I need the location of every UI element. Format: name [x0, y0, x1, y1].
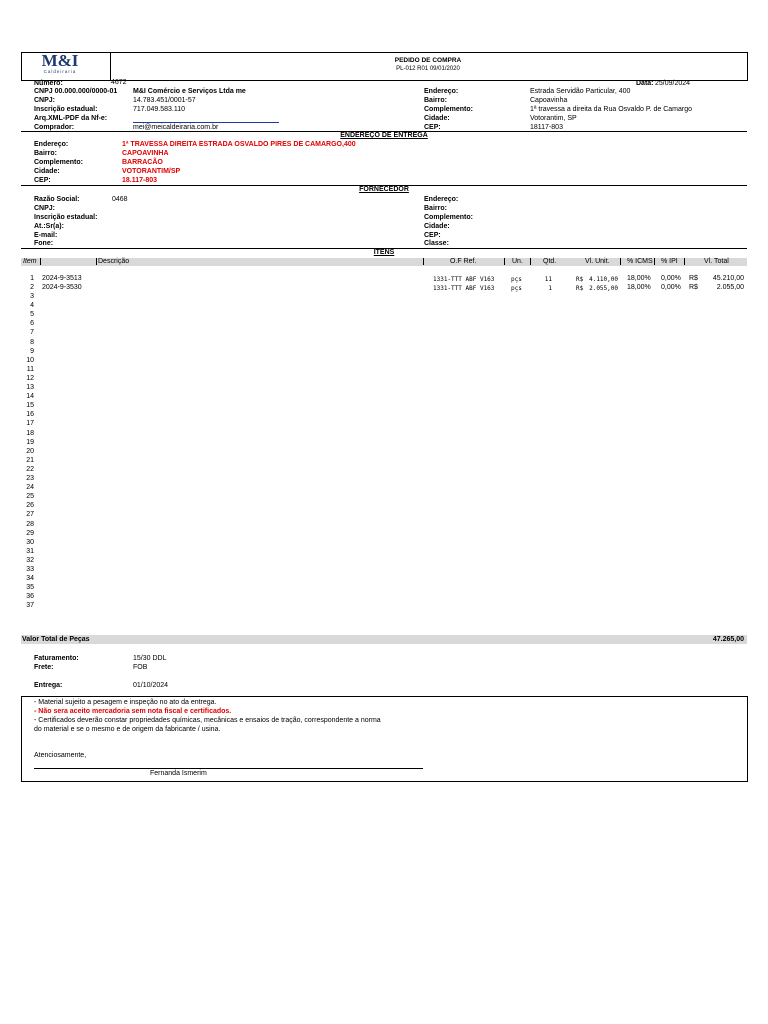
row-number: 5 [30, 311, 34, 319]
supplier-razao-label: Razão Social: [34, 196, 80, 203]
supplier-email-label: E-mail: [34, 232, 58, 239]
row-number: 21 [26, 456, 34, 464]
xml-label: Arq.XML-PDF da Nf-e: [34, 115, 108, 122]
col-un: Un. [512, 258, 523, 265]
row-number: 11 [26, 365, 34, 373]
buyer-complemento-label: Complemento: [424, 106, 473, 113]
row-number: 22 [26, 465, 34, 473]
row-vltotal: 45.210,00 [712, 275, 744, 282]
cnpj-label: CNPJ: [34, 97, 56, 104]
row-number: 2 [30, 284, 34, 291]
row-number: 28 [26, 520, 34, 528]
row-descricao: 2024-9-3530 [42, 284, 82, 291]
row-number: 27 [26, 511, 34, 519]
row-number: 33 [26, 566, 34, 573]
supplier-razao-value: 0468 [112, 196, 128, 203]
col-item: Item [23, 258, 37, 265]
row-ipi: 0,00% [661, 275, 681, 282]
supplier-section-title: FORNECEDOR [359, 186, 409, 193]
row-number: 19 [26, 438, 34, 446]
numero-value: 4672 [111, 79, 127, 86]
row-number: 9 [30, 347, 34, 355]
row-number: 14 [26, 393, 34, 401]
note-line-2: - Não sera aceito mercadoria sem nota fiscal e certificados. [34, 708, 232, 715]
row-number: 24 [26, 484, 34, 492]
company-logo [30, 53, 90, 74]
data-value: 25/09/2024 [655, 80, 691, 87]
row-number: 10 [26, 356, 34, 364]
row-number: 32 [26, 556, 34, 564]
row-number: 13 [26, 384, 34, 391]
supplier-complemento-label: Complemento: [424, 214, 473, 221]
note-line-4: do material e se o mesmo e de origem da fabricante / usina. [34, 726, 221, 733]
row-number: 23 [26, 475, 34, 482]
logo-text: M&I [41, 51, 79, 70]
entrega-value: 01/10/2024 [133, 682, 169, 689]
note-line-3: - Certificados deverão constar propriedades químicas, mecânicas e ensaios de tração, correspondente a norma [34, 717, 381, 724]
col-ipi: % IPI [661, 258, 678, 265]
row-number: 16 [26, 411, 34, 419]
col-qtd: Qtd. [543, 258, 557, 265]
buyer-endereco-label: Endereço: [424, 88, 459, 95]
col-descricao: Descrição [98, 258, 130, 265]
row-number: 34 [26, 575, 34, 583]
col-icms: % ICMS [627, 258, 653, 265]
row-number: 29 [26, 529, 34, 537]
supplier-ie-label: Inscrição estadual: [34, 214, 98, 221]
buyer-cep-value: 18117-803 [530, 124, 563, 131]
delivery-section-title: ENDEREÇO DE ENTREGA [340, 132, 428, 139]
note-line-1: - Material sujeito a pesagem e inspeção no ato da entrega. [34, 699, 217, 706]
supplier-fone-label: Fone: [34, 240, 54, 247]
row-number: 36 [26, 593, 34, 601]
buyer-bairro-label: Bairro: [424, 97, 447, 104]
row-number: 26 [26, 502, 34, 510]
row-ofref: 1331-TTT ABF V163 [433, 276, 495, 283]
numero-label: Número: [34, 80, 63, 87]
xml-link-line [133, 122, 279, 123]
page-title: PEDIDO DE COMPRA [394, 57, 462, 64]
row-number: 18 [26, 429, 34, 437]
row-vltotal: 2.055,00 [716, 284, 744, 291]
signature-line [34, 768, 423, 769]
delivery-complemento-label: Complemento: [34, 159, 83, 166]
delivery-cep-value: 18.117-803 [122, 177, 158, 184]
comprador-email: mei@meicaldeiraria.com.br [133, 124, 219, 131]
row-number: 6 [30, 320, 34, 328]
ie-label: Inscrição estadual: [34, 106, 98, 113]
row-qtd: 1 [548, 285, 552, 292]
row-un: pçs [511, 276, 522, 283]
supplier-bairro-label: Bairro: [424, 205, 447, 212]
row-icms: 18,00% [627, 275, 651, 282]
frete-value: FOB [133, 664, 148, 671]
ie-value: 717.049.583.110 [133, 106, 186, 113]
col-ofref: O.F Ref. [450, 258, 477, 265]
row-number: 8 [30, 338, 34, 346]
buyer-cep-label: CEP: [424, 124, 441, 131]
buyer-bairro-value: Capoavinha [530, 97, 568, 104]
supplier-cnpj-label: CNPJ: [34, 205, 56, 212]
data-label: Data: [636, 80, 654, 87]
delivery-cep-label: CEP: [34, 177, 51, 184]
row-number: 25 [26, 493, 34, 501]
faturamento-value: 15/30 DDL [133, 655, 167, 662]
row-number: 15 [26, 402, 34, 410]
company-name: M&I Comércio e Serviços Ltda me [133, 88, 246, 95]
delivery-complemento-value: BARRACÃO [122, 159, 163, 166]
cnpj-value: 14.783.451/0001-57 [133, 97, 196, 104]
row-currency: R$ [576, 285, 584, 292]
delivery-bairro-label: Bairro: [34, 150, 57, 157]
total-label: Valor Total de Peças [22, 636, 90, 643]
row-number: 7 [30, 329, 34, 337]
comprador-label: Comprador: [34, 124, 75, 131]
col-vlunit: Vl. Unit. [585, 258, 610, 265]
row-icms: 18,00% [627, 284, 651, 291]
supplier-cep-label: CEP: [424, 232, 441, 239]
closing-greeting: Atenciosamente, [34, 752, 87, 759]
row-number: 35 [26, 584, 34, 592]
row-number: 17 [26, 420, 34, 428]
supplier-cidade-label: Cidade: [424, 223, 450, 230]
form-code: PL-012 R01 09/01/2020 [396, 66, 460, 72]
row-number: 12 [26, 374, 34, 382]
row-number: 20 [26, 447, 34, 455]
cnpj-header-label: CNPJ 00.000.000/0000-01 [34, 88, 118, 95]
supplier-at-label: At.:Sr(a): [34, 223, 64, 230]
frete-label: Frete: [34, 664, 54, 671]
row-number: 3 [30, 293, 34, 300]
buyer-complemento-value: 1ª travessa a direita da Rua Osvaldo P. de Camargo [530, 106, 692, 113]
row-descricao: 2024-9-3513 [42, 275, 82, 282]
delivery-endereco-value: 1ª TRAVESSA DIREITA ESTRADA OSVALDO PIRES DE CAMARGO,400 [122, 141, 356, 148]
row-vlunit: 4.110,00 [589, 276, 618, 283]
logo-subtitle: Caldeiraria [43, 69, 77, 74]
row-number: 37 [26, 602, 34, 610]
total-bar [21, 635, 747, 644]
row-ipi: 0,00% [661, 284, 681, 291]
faturamento-label: Faturamento: [34, 655, 79, 662]
row-un: pçs [511, 285, 522, 292]
signature-name: Fernanda Ismerim [150, 770, 207, 777]
row-vlunit: 2.055,00 [589, 285, 618, 292]
buyer-cidade-label: Cidade: [424, 115, 450, 122]
row-number: 1 [30, 275, 34, 282]
row-qtd: 11 [544, 276, 552, 283]
row-number: 31 [26, 547, 34, 555]
col-vltotal: Vl. Total [704, 258, 729, 265]
buyer-cidade-value: Votorantim, SP [530, 115, 577, 122]
delivery-endereco-label: Endereço: [34, 141, 69, 148]
row-currency: R$ [576, 276, 584, 283]
buyer-endereco-value: Estrada Servidão Particular, 400 [530, 88, 631, 95]
row-currency-total: R$ [689, 284, 698, 291]
supplier-endereco-label: Endereço: [424, 196, 459, 203]
delivery-cidade-label: Cidade: [34, 168, 60, 175]
total-value: 47.265,00 [712, 636, 744, 643]
supplier-classe-label: Classe: [424, 240, 449, 247]
delivery-cidade-value: VOTORANTIM/SP [122, 168, 181, 175]
delivery-bairro-value: CAPOAVINHA [122, 150, 169, 157]
entrega-label: Entrega: [34, 682, 63, 689]
row-number: 4 [30, 302, 34, 310]
row-ofref: 1331-TTT ABF V163 [433, 285, 495, 292]
row-currency-total: R$ [689, 275, 698, 282]
row-number: 30 [26, 538, 34, 546]
items-section-title: ITENS [373, 249, 395, 256]
